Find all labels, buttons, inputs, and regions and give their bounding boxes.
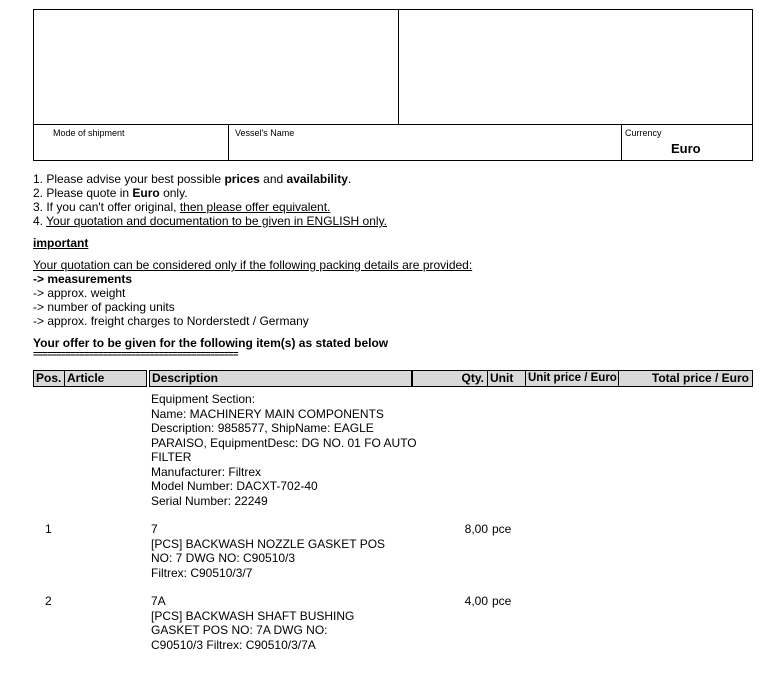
equipment-line: Description: 9858577, ShipName: EAGLE — [151, 421, 374, 435]
address-box-right — [398, 9, 753, 125]
row-2-description — [151, 594, 354, 652]
instruction-2-euro: Euro — [132, 186, 160, 200]
address-box-left — [33, 9, 399, 125]
instruction-line-1 — [33, 172, 351, 186]
instruction-line-3 — [33, 200, 330, 214]
col-header-unit: Unit — [487, 370, 526, 387]
instruction-3-underlined: then please offer equivalent. — [179, 200, 331, 214]
instruction-line-4 — [33, 214, 387, 228]
equipment-line: Name: MACHINERY MAIN COMPONENTS — [151, 406, 384, 421]
instruction-4-number: 4. — [33, 214, 47, 228]
offer-heading: Your offer to be given for the following item(s) as stated below — [33, 336, 389, 350]
row-2-desc-line: GASKET POS NO: 7A DWG NO: — [151, 623, 328, 637]
currency-box — [621, 124, 753, 161]
important-heading: important — [33, 236, 89, 250]
equipment-line: Model Number: DACXT-702-40 — [151, 479, 318, 493]
equipment-section — [151, 392, 417, 508]
col-header-total-price: Total price / Euro — [618, 370, 753, 387]
row-1-description — [151, 522, 385, 580]
row-1-desc-line: Filtrex: C90510/3/7 — [151, 565, 253, 580]
col-header-qty: Qty. — [412, 370, 488, 387]
equipment-line: Equipment Section: — [151, 392, 256, 406]
instruction-1-prices: prices — [224, 172, 260, 186]
mode-of-shipment-label: Mode of shipment — [53, 128, 125, 138]
row-2-unit: pce — [492, 594, 512, 608]
packing-item-weight: -> approx. weight — [33, 286, 126, 300]
row-2-desc-line: C90510/3 Filtrex: C90510/3/7A — [151, 637, 316, 652]
instruction-1-end: . — [347, 172, 352, 186]
mode-of-shipment-box — [33, 124, 229, 161]
vessels-name-box — [228, 124, 622, 161]
row-2-qty: 4,00 — [464, 594, 488, 608]
col-header-description: Description — [149, 370, 412, 387]
vessels-name-label: Vessel's Name — [235, 128, 295, 138]
row-1-pos: 1 — [45, 522, 52, 536]
row-2-article: 7A — [151, 594, 166, 608]
instruction-1-availability: availability — [286, 172, 348, 186]
equipment-line: Serial Number: 22249 — [151, 493, 268, 508]
important-intro: Your quotation can be considered only if the following packing details are provided: — [33, 258, 473, 272]
col-header-article: Article — [64, 370, 147, 387]
row-2-pos: 2 — [45, 594, 52, 608]
instruction-3-text: 3. If you can't offer original, — [33, 200, 180, 214]
packing-item-freight: -> approx. freight charges to Norderstedt / Germany — [33, 314, 309, 328]
row-1-unit: pce — [492, 522, 512, 536]
row-1-article: 7 — [151, 522, 158, 536]
row-2-desc-line: [PCS] BACKWASH SHAFT BUSHING — [151, 608, 355, 623]
currency-label: Currency — [625, 128, 662, 138]
instruction-2-text: 2. Please quote in — [33, 186, 133, 200]
row-1-qty: 8,00 — [464, 522, 488, 536]
instruction-line-2 — [33, 186, 188, 200]
equipment-line: PARAISO, EquipmentDesc: DG NO. 01 FO AUTO — [151, 435, 417, 450]
col-header-pos: Pos. — [33, 370, 65, 387]
instruction-1-and: and — [259, 172, 287, 186]
currency-value: Euro — [671, 141, 701, 156]
packing-item-measurements: -> measurements — [33, 272, 133, 286]
equipment-line: Manufacturer: Filtrex — [151, 464, 262, 479]
row-1-desc-line: NO: 7 DWG NO: C90510/3 — [151, 551, 296, 565]
col-header-unit-price: Unit price / Euro — [525, 370, 619, 387]
packing-item-units: -> number of packing units — [33, 300, 175, 314]
instruction-2-end: only. — [159, 186, 188, 200]
offer-separator: ============================================ — [33, 349, 238, 359]
instruction-4-underlined: Your quotation and documentation to be given in ENGLISH only. — [46, 214, 388, 228]
instruction-1-text: 1. Please advise your best possible — [33, 172, 225, 186]
row-1-desc-line: [PCS] BACKWASH NOZZLE GASKET POS — [151, 536, 386, 551]
equipment-line: FILTER — [151, 450, 192, 464]
